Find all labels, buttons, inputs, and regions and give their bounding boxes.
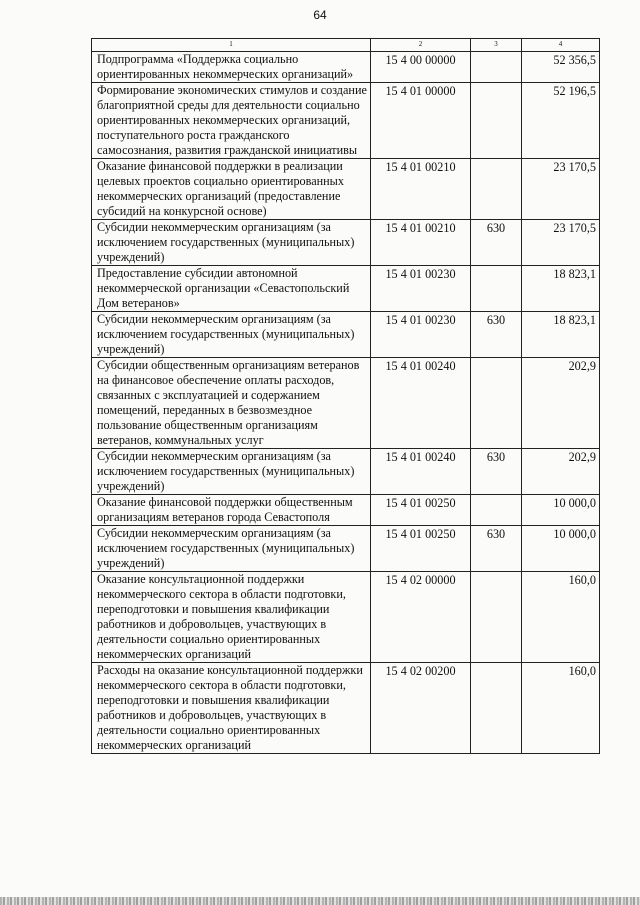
row-code: 15 4 01 00210 xyxy=(371,220,471,266)
row-code: 15 4 02 00000 xyxy=(371,572,471,663)
column-header: 3 xyxy=(471,39,522,52)
row-type xyxy=(471,572,522,663)
table-row xyxy=(92,449,600,495)
column-header: 4 xyxy=(522,39,600,52)
budget-table xyxy=(91,38,600,754)
page-number: 64 xyxy=(313,8,327,22)
row-name: Оказание финансовой поддержки в реализации целевых проектов социально ориентированных некоммерческих организаций (предоставление субсидий на конкурсной основе) xyxy=(92,159,371,220)
row-code: 15 4 01 00250 xyxy=(371,526,471,572)
row-name: Оказание консультационной поддержки некоммерческого сектора в области подготовки, переподготовки и повышения квалификации работников и добровольцев, участвующих в деятельности социально ориентированных некоммерческих организаций xyxy=(92,572,371,663)
row-code: 15 4 01 00210 xyxy=(371,159,471,220)
row-type xyxy=(471,663,522,754)
row-name: Субсидии общественным организациям ветеранов на финансовое обеспечение оплаты расходов, связанных с эксплуатацией и содержанием помещений, переданных в безвозмездное пользование общественным организациям ветеранов, коммунальных услуг xyxy=(92,358,371,449)
row-amount: 23 170,5 xyxy=(522,159,600,220)
row-type: 630 xyxy=(471,220,522,266)
table-row xyxy=(92,572,600,663)
row-type xyxy=(471,495,522,526)
table-row xyxy=(92,663,600,754)
row-amount: 202,9 xyxy=(522,358,600,449)
row-code: 15 4 01 00230 xyxy=(371,266,471,312)
row-type: 630 xyxy=(471,449,522,495)
table-row xyxy=(92,159,600,220)
row-code: 15 4 01 00240 xyxy=(371,358,471,449)
row-amount: 202,9 xyxy=(522,449,600,495)
row-amount: 160,0 xyxy=(522,663,600,754)
row-code: 15 4 00 00000 xyxy=(371,52,471,83)
row-amount: 18 823,1 xyxy=(522,266,600,312)
row-type xyxy=(471,83,522,159)
row-code: 15 4 01 00250 xyxy=(371,495,471,526)
row-type xyxy=(471,358,522,449)
row-amount: 52 356,5 xyxy=(522,52,600,83)
row-name: Расходы на оказание консультационной поддержки некоммерческого сектора в области подготовки, переподготовки и повышения квалификации работников и добровольцев, участвующих в деятельности социально ориентированных некоммерческих организаций xyxy=(92,663,371,754)
row-amount: 160,0 xyxy=(522,572,600,663)
row-type xyxy=(471,52,522,83)
row-amount: 23 170,5 xyxy=(522,220,600,266)
table-header-row xyxy=(92,39,600,52)
row-amount: 10 000,0 xyxy=(522,526,600,572)
row-code: 15 4 01 00240 xyxy=(371,449,471,495)
table-row xyxy=(92,83,600,159)
row-code: 15 4 01 00000 xyxy=(371,83,471,159)
table-row xyxy=(92,266,600,312)
row-type: 630 xyxy=(471,312,522,358)
scan-edge-artifact xyxy=(0,897,640,905)
table-row xyxy=(92,358,600,449)
row-type xyxy=(471,159,522,220)
row-name: Подпрограмма «Поддержка социально ориентированных некоммерческих организаций» xyxy=(92,52,371,83)
row-type: 630 xyxy=(471,526,522,572)
row-type xyxy=(471,266,522,312)
table-row xyxy=(92,312,600,358)
row-code: 15 4 02 00200 xyxy=(371,663,471,754)
row-name: Предоставление субсидии автономной некоммерческой организации «Севастопольский Дом ветеранов» xyxy=(92,266,371,312)
row-name: Оказание финансовой поддержки общественным организациям ветеранов города Севастополя xyxy=(92,495,371,526)
table-row xyxy=(92,220,600,266)
row-amount: 52 196,5 xyxy=(522,83,600,159)
row-name: Субсидии некоммерческим организациям (за исключением государственных (муниципальных) учреждений) xyxy=(92,526,371,572)
row-name: Субсидии некоммерческим организациям (за исключением государственных (муниципальных) учреждений) xyxy=(92,449,371,495)
table-row xyxy=(92,52,600,83)
column-header: 1 xyxy=(92,39,371,52)
table-row xyxy=(92,526,600,572)
row-amount: 18 823,1 xyxy=(522,312,600,358)
column-header: 2 xyxy=(371,39,471,52)
row-name: Формирование экономических стимулов и создание благоприятной среды для деятельности социально ориентированных некоммерческих организаций, поступательного роста гражданского самосознания, развития гражданской инициативы xyxy=(92,83,371,159)
row-amount: 10 000,0 xyxy=(522,495,600,526)
row-name: Субсидии некоммерческим организациям (за исключением государственных (муниципальных) учреждений) xyxy=(92,312,371,358)
row-name: Субсидии некоммерческим организациям (за исключением государственных (муниципальных) учреждений) xyxy=(92,220,371,266)
table-row xyxy=(92,495,600,526)
row-code: 15 4 01 00230 xyxy=(371,312,471,358)
